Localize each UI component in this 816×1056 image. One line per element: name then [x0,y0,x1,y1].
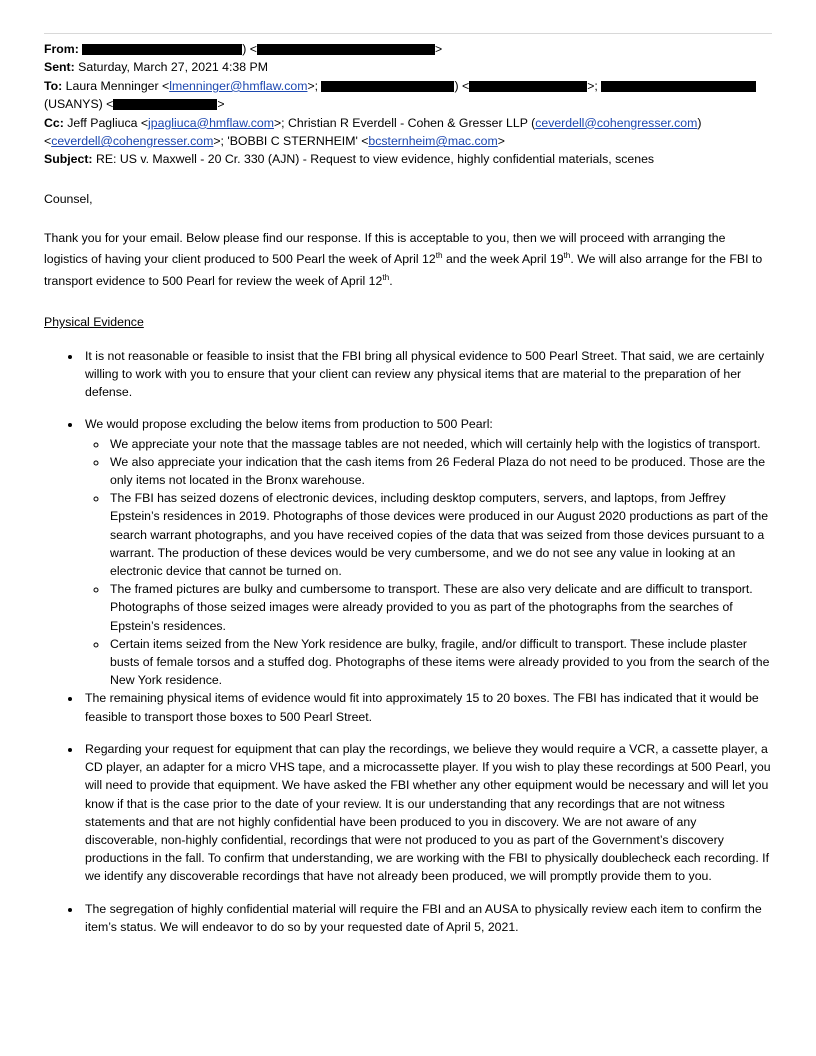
sent-value: Saturday, March 27, 2021 4:38 PM [78,60,268,75]
cc-email-link-3[interactable]: ceverdell@cohengresser.com [51,134,214,149]
subject-value: RE: US v. Maxwell - 20 Cr. 330 (AJN) - Request to view evidence, highly confidential materials, scenes [95,152,655,167]
salutation: Counsel, [44,191,93,206]
list-item [108,453,772,489]
list-item [82,740,772,886]
intro-sup-2: th [563,251,571,261]
from-close: > [434,42,443,56]
to-first: Laura Menninger < [65,78,170,93]
bullet-text: Regarding your request for equipment that can play the recordings, we believe they would require a VCR, a cassette player, a CD player, an adapter for a micro VHS tape, and a microcassette player. If you wish to play these recordings at 500 Pearl, you will need to provide that equipment. We have asked the FBI whether any other equipment would be necessary and will let you know if that is the case prior to the date of your review. It is our understanding that any recordings that are not witness statements and that are not highly confidential have been produced to you in discovery. We are not aware of any discoverable, non-highly confidential, recordings that were not produced to you as part of the Government’s discovery productions in the fall. To confirm that understanding, we are working with the FBI to physically doublecheck each recording. If we identify any discoverable recordings that have not already been produced, we will promptly provide them to you. [85,741,771,884]
email-content [44,40,772,950]
bullet-text: We appreciate your note that the massage tables are not needed, which will certainly help with the logistics of transport. [110,436,761,451]
list-item [108,435,772,453]
bullet-text: The segregation of highly confidential material will require the FBI and an AUSA to physically review each item to confirm the item’s status. We will endeavor to do so by your requested date of April 5, 2021. [85,901,762,934]
cc-text-2: >; Christian R Everdell - Cohen & Gresser LLP ( [274,115,536,130]
list-item [82,689,772,725]
bullet-list-primary [44,347,772,936]
from-paren: ) < [242,42,257,56]
redaction-block [601,81,756,92]
header-to-line [44,77,772,95]
from-label: From: [44,42,79,56]
to-usanys: (USANYS) < [44,97,114,112]
intro-sup-1: th [435,251,443,261]
intro-text-b: and the week April 19 [442,252,564,267]
top-divider [44,33,772,34]
list-item [82,900,772,936]
cc-label: Cc: [44,115,64,130]
intro-text-d: . [389,274,393,289]
to-email-link[interactable]: lmenninger@hmflaw.com [169,78,308,93]
header-sent-line [44,58,772,76]
list-item [108,580,772,635]
cc-email-link-1[interactable]: jpagliuca@hmflaw.com [148,115,274,130]
bullet-list-secondary [85,435,772,690]
email-body [44,189,772,936]
bullet-text: The remaining physical items of evidence would fit into approximately 15 to 20 boxes. The FBI has indicated that it would be feasible to transport those boxes to 500 Pearl Street. [85,691,759,724]
to-close: > [217,97,225,112]
to-sep1: >; [307,78,322,93]
bullet-text: The framed pictures are bulky and cumbersome to transport. These are also very delicate and are difficult to transport. Photographs of those seized images were already provided to you as part of the photographs from the searches of Epstein’s residences. [110,582,753,633]
redaction-block [82,44,242,55]
bullet-text: It is not reasonable or feasible to insist that the FBI bring all physical evidence to 500 Pearl Street. That said, we are certainly willing to work with you to ensure that your client can review any physical items that are material to the preparation of her defense. [85,348,765,400]
bullet-text: We would propose excluding the below items from production to 500 Pearl: [85,417,493,432]
bullet-text: We also appreciate your indication that the cash items from 26 Federal Plaza do not need to be produced. Those are the only items not located in the Bronx warehouse. [110,454,766,488]
bullet-text: Certain items seized from the New York residence are bulky, fragile, and/or difficult to transport. These include plaster busts of female torsos and a stuffed dog. Photographs of these items were already provided to you from the search of the New York residence. [110,636,770,688]
cc-text-6: > [497,134,505,149]
to-sep3: >; [587,78,602,93]
list-item [108,489,772,580]
intro-text-c: . We will also arrange for the FBI to transport evidence to 500 Pearl for review the week of April 12 [44,252,763,289]
section-heading-label: Physical Evidence [44,315,144,330]
to-sep2: ) < [454,78,470,93]
cc-email-link-2[interactable]: ceverdell@cohengresser.com [535,115,698,130]
header-cc-line-2 [44,132,772,150]
header-to-line-2 [44,95,772,113]
cc-text-1: Jeff Pagliuca < [67,115,149,130]
cc-text-3: ) [697,115,702,130]
cc-text-4: < [44,134,52,149]
cc-email-link-4[interactable]: bcsternheim@mac.com [368,134,498,149]
redaction-block [113,99,217,110]
intro-text-a: Thank you for your email. Below please find our response. If this is acceptable to you, then we will proceed with arranging the logistics of having your client produced to 500 Pearl the week of April 12 [44,230,726,267]
header-from-line [44,40,772,58]
redaction-block [469,81,587,92]
bullet-text: The FBI has seized dozens of electronic devices, including desktop computers, servers, and laptops, from Jeffrey Epstein’s residences in 2019. Photographs of those devices were produced in our August 2020 productions as part of the search warrant photographs, and you have received copies of the data that was seized from those devices pursuant to a warrant. The production of these devices would be very cumbersome, and we do not see any value in looking at an electronic device that cannot be turned on. [110,491,769,579]
list-item [82,415,772,689]
intro-paragraph [44,228,772,293]
cc-text-5: >; 'BOBBI C STERNHEIM' < [213,134,369,149]
redaction-block [321,81,454,92]
subject-label: Subject: [44,152,93,167]
header-cc-line [44,114,772,132]
list-item [82,347,772,402]
email-header [44,40,772,169]
to-label: To: [44,78,63,93]
sent-label: Sent: [44,60,75,75]
section-heading-physical-evidence [44,312,772,334]
intro-sup-3: th [382,273,390,283]
header-subject-line [44,150,772,168]
redaction-block [257,44,435,55]
list-item [108,635,772,690]
